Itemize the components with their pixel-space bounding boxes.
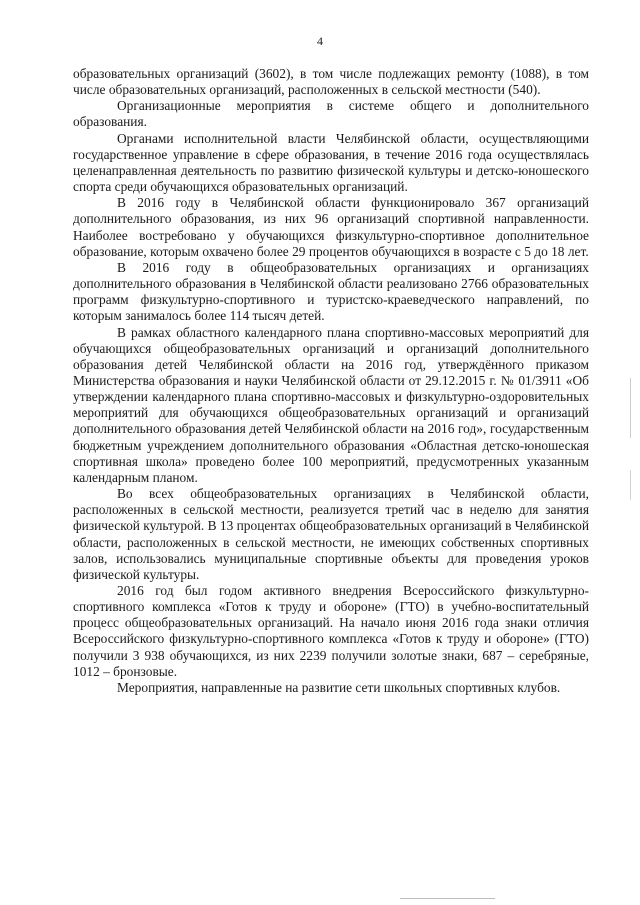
paragraph: 2016 год был годом активного внедрения Всероссийского физкультурно-спортивного комплекса «Готов к труду и обороне» (ГТО) в учебно-воспитательный процесс общеобразовательных организаций. На начало июня 2016 года знаки отличия Всероссийского физкультурно-спортивного комплекса «Готов к труду и обороне» (ГТО) получили 3 938 обучающихся, из них 2239 получили золотые знаки, 687 – серебряные, 1012 – бронзовые. [73, 583, 589, 679]
paragraph: Органами исполнительной власти Челябинской области, осуществляющими государственное управление в сфере образования, в течение 2016 года осуществлялась целенаправленная деятельность по развитию физической культуры и детско-юношеского спорта среди обучающихся образовательных организаций. [73, 130, 589, 195]
scan-artifact [630, 470, 631, 500]
document-body [73, 66, 589, 696]
paragraph: В 2016 году в Челябинской области функционировало 367 организаций дополнительного образования, из них 96 организаций спортивной направленности. Наиболее востребовано у обучающихся физкультурно-спортивное дополнительное образование, которым охвачено более 29 процентов обучающихся в возрасте с 5 до 18 лет. [73, 195, 589, 259]
paragraph: Организационные мероприятия в системе общего и дополнительного образования. [73, 98, 589, 130]
paragraph: Во всех общеобразовательных организациях в Челябинской области, расположенных в сельской местности, реализуется третий час в неделю для занятия физической культурой. В 13 процентах общеобразовательных организаций в Челябинской области, расположенных в сельской местности, не имеющих собственных спортивных залов, использовались муниципальные спортивные объекты для проведения уроков физической культуры. [73, 486, 589, 582]
page-number: 4 [317, 34, 323, 48]
paragraph: В 2016 году в общеобразовательных организациях и организациях дополнительного образования в Челябинской области реализовано 2766 образовательных программ физкультурно-спортивного и туристско-краеведческого направлений, по которым занималось более 114 тысяч детей. [73, 259, 589, 324]
scan-artifact [400, 898, 495, 899]
scan-artifact [630, 378, 631, 438]
paragraph: Мероприятия, направленные на развитие сети школьных спортивных клубов. [117, 679, 561, 695]
paragraph: образовательных организаций (3602), в том числе подлежащих ремонту (1088), в том числе образовательных организаций, расположенных в сельской местности (540). [73, 66, 589, 98]
paragraph: В рамках областного календарного плана спортивно-массовых мероприятий для обучающихся общеобразовательных организаций и организаций дополнительного образования детей Челябинской области на 2016 год, утверждённого приказом Министерства образования и науки Челябинской области от 29.12.2015 г. № 01/3911 «Об утверждении календарного плана спортивно-массовых и физкультурно-оздоровительных мероприятий для обучающихся общеобразовательных организаций и организаций дополнительного образования детей Челябинской области на 2016 год», государственным бюджетным учреждением дополнительного образования «Областная детско-юношеская спортивная школа» проведено более 100 мероприятий, предусмотренных указанным календарным планом. [73, 324, 589, 485]
